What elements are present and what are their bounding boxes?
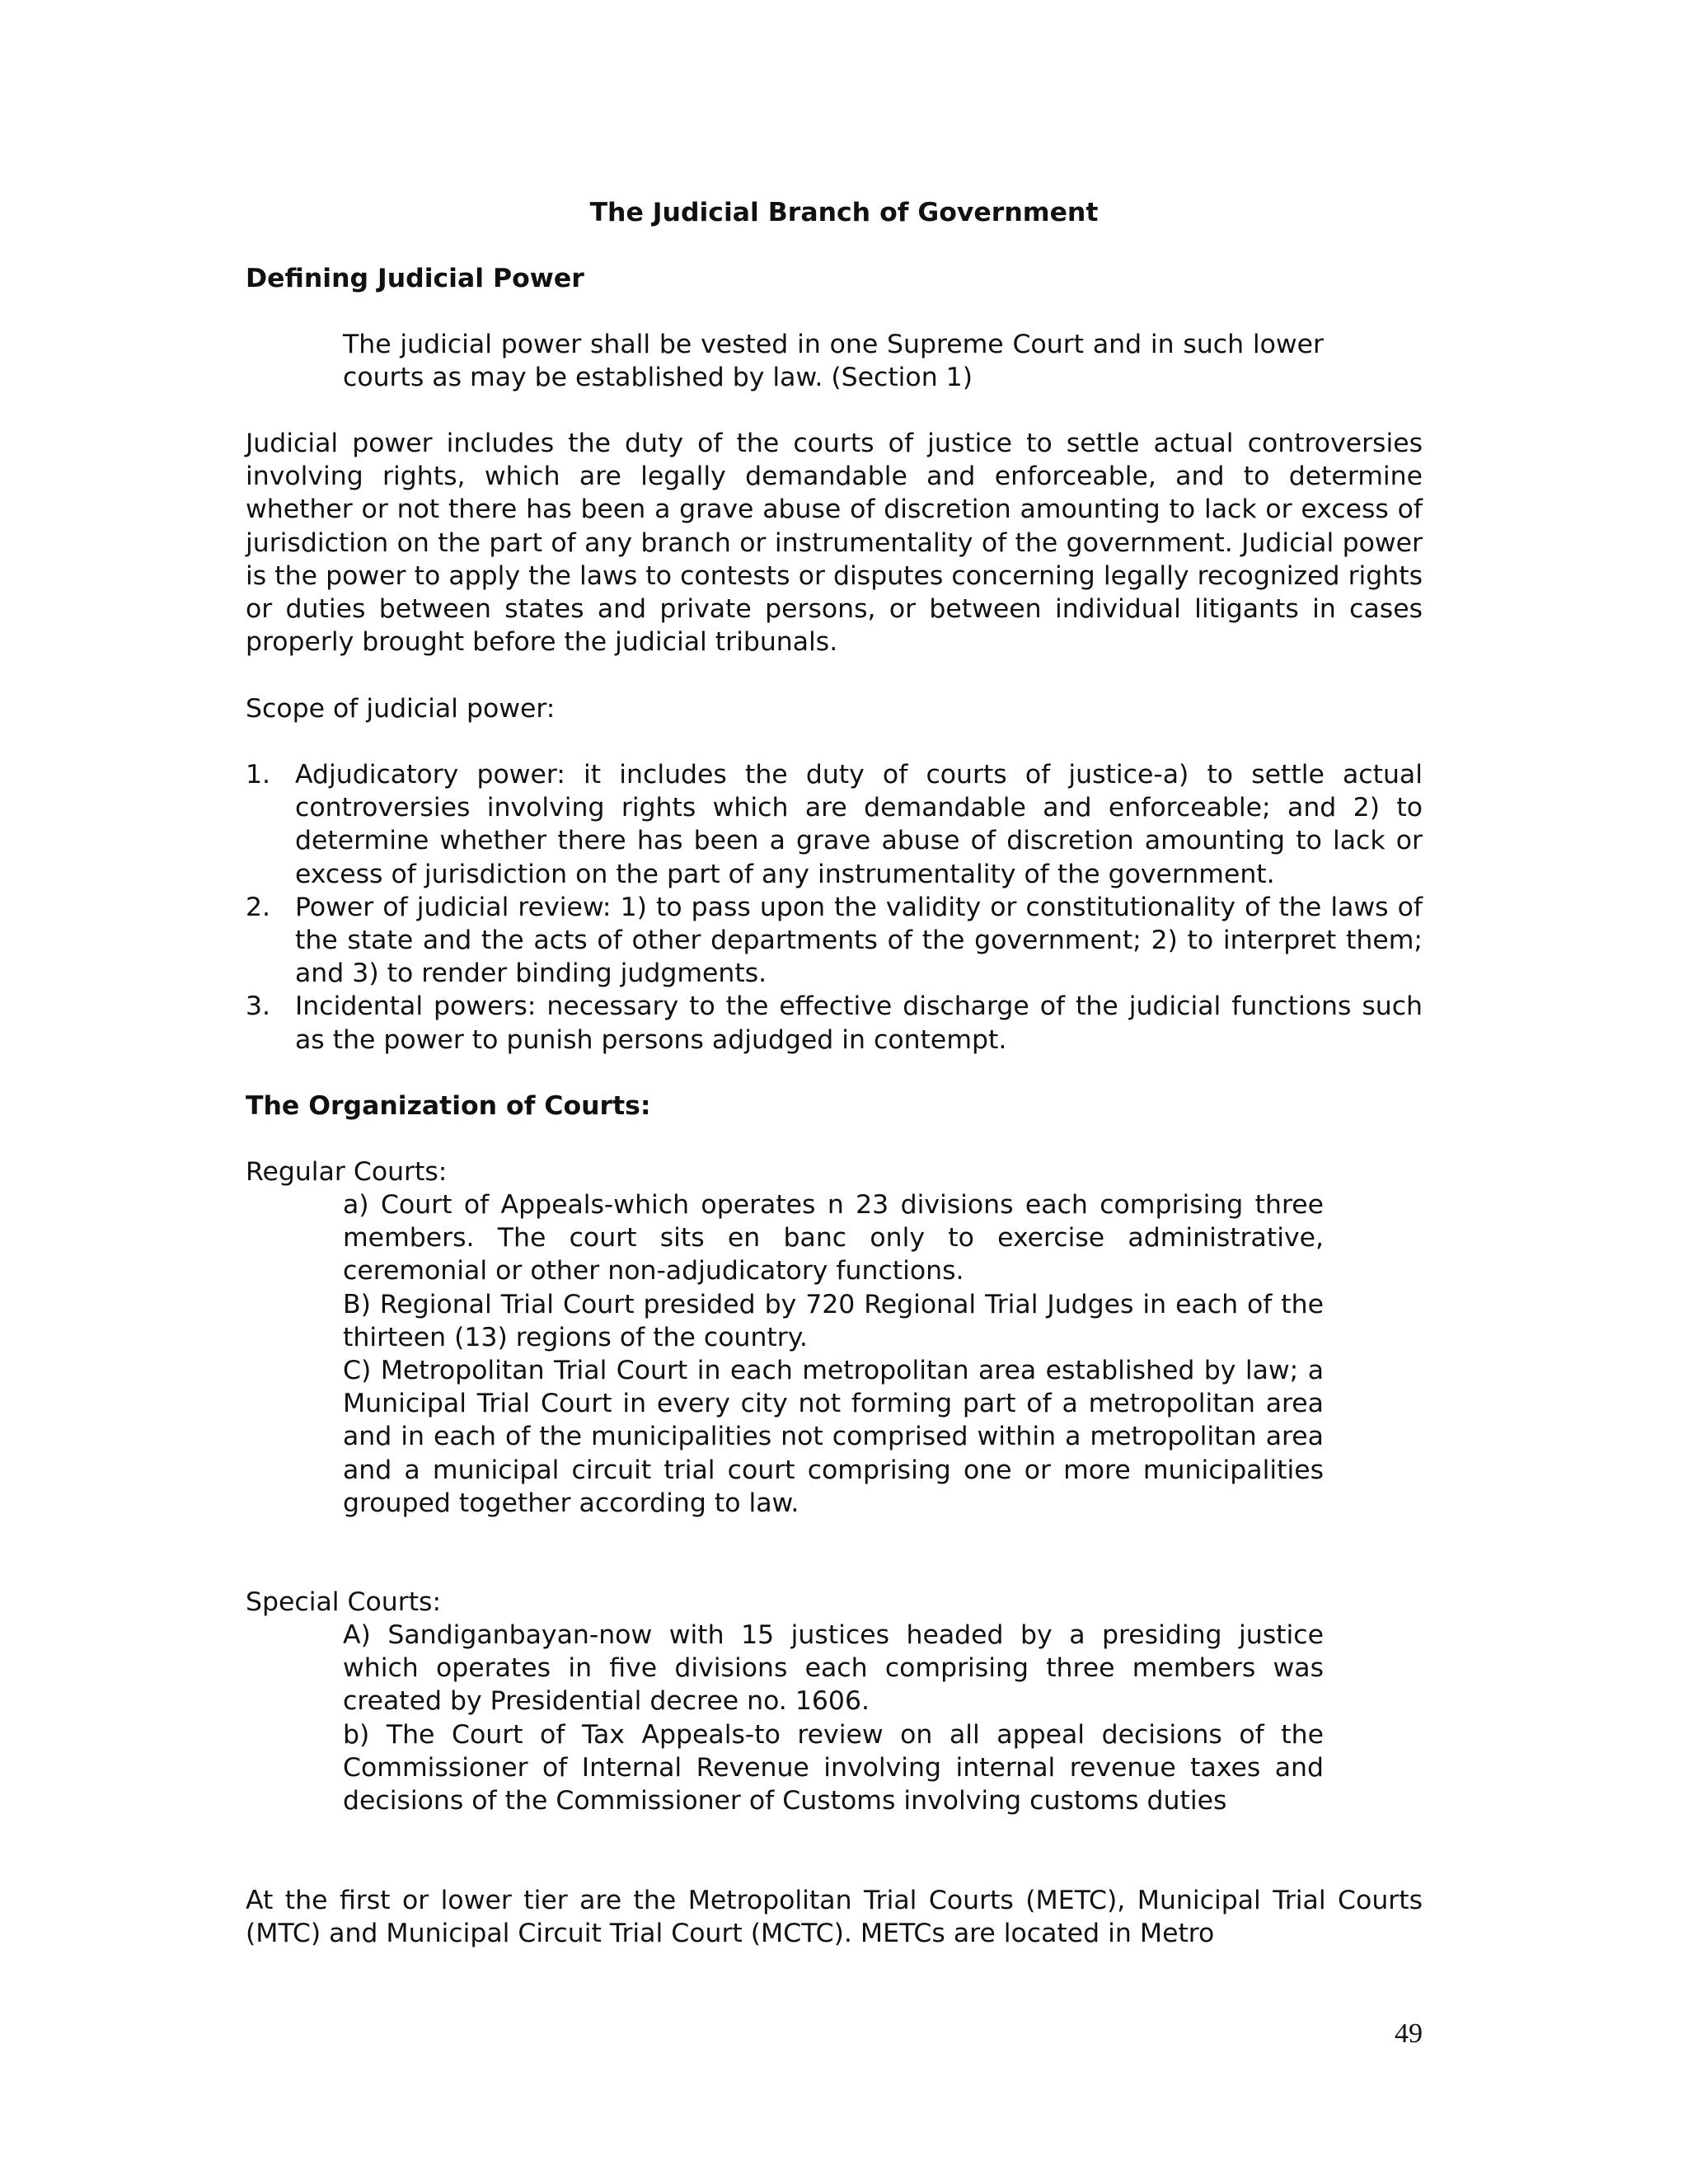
- list-text: Incidental powers: necessary to the effective discharge of the judicial functions such as the power to punish persons adjudged in contempt.: [295, 991, 1423, 1055]
- paragraph-lower-tier: At the first or lower tier are the Metropolitan Trial Courts (METC), Municipal Trial Courts (MTC) and Municipal Circuit Trial Court (MCTC). METCs are located in Metro: [246, 1886, 1423, 1949]
- quoted-provision: The judicial power shall be vested in one Supreme Court and in such lower courts as may be established by law. (Section 1): [343, 330, 1324, 393]
- list-number: 1.: [246, 760, 271, 790]
- list-number: 3.: [246, 991, 271, 1022]
- regular-courts-label: Regular Courts:: [246, 1157, 448, 1187]
- list-item: b) The Court of Tax Appeals-to review on all appeal decisions of the Commissioner of Internal Revenue involving internal revenue taxes and decisions of the Commissioner of Customs involving customs duties: [343, 1719, 1324, 1816]
- section-heading-organization-of-courts: The Organization of Courts:: [246, 1091, 651, 1121]
- list-item: [246, 758, 1423, 891]
- list-text: Power of judicial review: 1) to pass upon the validity or constitutionality of the laws of the state and the acts of other departments of the government; 2) to interpret them; and 3) to render binding judgments.: [295, 892, 1423, 989]
- list-item: B) Regional Trial Court presided by 720 Regional Trial Judges in each of the thirteen (13) regions of the country.: [343, 1289, 1324, 1352]
- list-item: C) Metropolitan Trial Court in each metropolitan area established by law; a Municipal Trial Court in every city not forming part of a metropolitan area and in each of the municipalities not comprised within a metropolitan area and a municipal circuit trial court comprising one or more municipalities grouped together according to law.: [343, 1356, 1324, 1518]
- scope-list: [246, 758, 1423, 1057]
- list-item: [246, 990, 1423, 1056]
- list-item: a) Court of Appeals-which operates n 23 divisions each comprising three members. The court sits en banc only to exercise administrative, ceremonial or other non-adjudicatory functions.: [343, 1190, 1324, 1286]
- list-text: Adjudicatory power: it includes the duty of courts of justice-a) to settle actual controversies involving rights which are demandable and enforceable; and 2) to determine whether there has been a grave abuse of discretion amounting to lack or excess of jurisdiction on the part of any instrumentality of the government.: [295, 760, 1423, 889]
- special-courts-label: Special Courts:: [246, 1587, 442, 1617]
- regular-courts-list: [343, 1188, 1324, 1520]
- page-number: 49: [1395, 2018, 1423, 2049]
- list-number: 2.: [246, 892, 271, 922]
- list-item: A) Sandiganbayan-now with 15 justices headed by a presiding justice which operates in five divisions each comprising three members was created by Presidential decree no. 1606.: [343, 1620, 1324, 1717]
- paragraph-judicial-power: Judicial power includes the duty of the courts of justice to settle actual controversies involving rights, which are legally demandable and enforceable, and to determine whether or not there has been a grave abuse of discretion amounting to lack or excess of jurisdiction on the part of any branch or instrumentality of the government. Judicial power is the power to apply the laws to contests or disputes concerning legally recognized rights or duties between states and private persons, or between individual litigants in cases properly brought before the judicial tribunals.: [246, 429, 1423, 658]
- special-courts-list: [343, 1619, 1324, 1817]
- list-item: [246, 891, 1423, 991]
- page-title: The Judicial Branch of Government: [589, 198, 1099, 227]
- section-heading-defining-judicial-power: Defining Judicial Power: [246, 264, 584, 293]
- scope-label: Scope of judicial power:: [246, 694, 556, 724]
